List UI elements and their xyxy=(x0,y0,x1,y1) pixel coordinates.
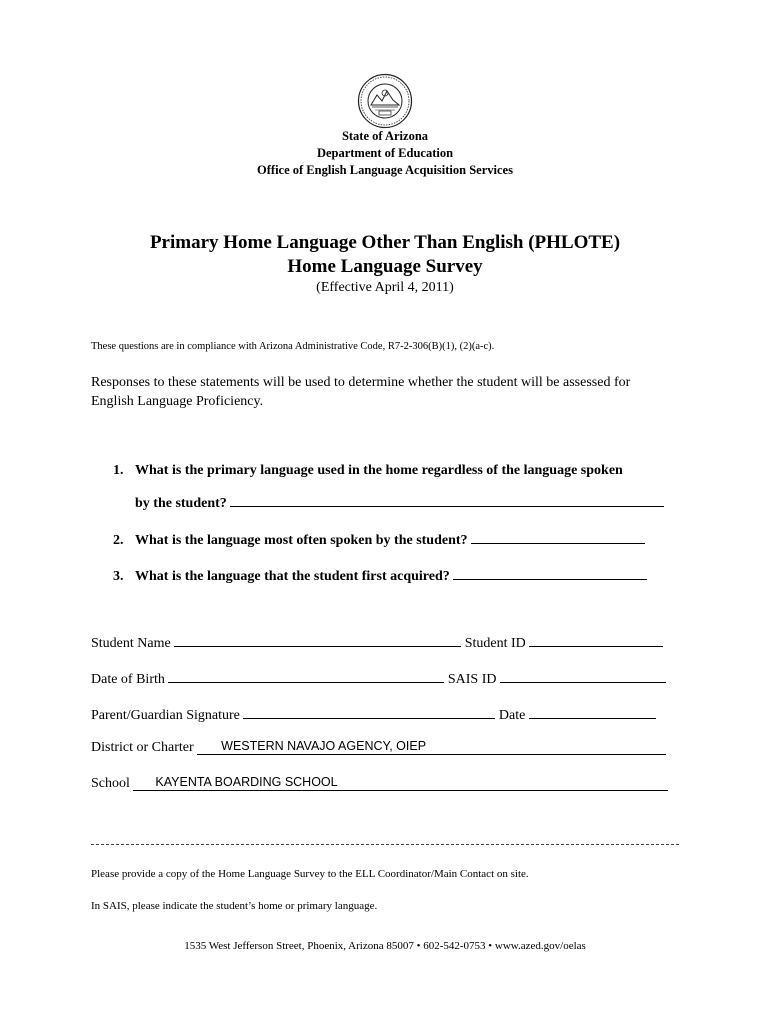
dob-label: Date of Birth xyxy=(91,672,165,687)
district-field[interactable] xyxy=(197,740,666,755)
school-row xyxy=(91,776,668,792)
compliance-note: These questions are in compliance with Arizona Administrative Code, R7-2-306(B)(1), (2)(a-c). xyxy=(91,341,495,352)
signature-row xyxy=(91,705,656,724)
district-value: WESTERN NAVAJO AGENCY, OIEP xyxy=(221,739,427,753)
student-id-label: Student ID xyxy=(464,636,526,651)
title-line-2: Home Language Survey xyxy=(287,256,483,277)
intro-line-2: English Language Proficiency. xyxy=(91,394,264,409)
question-1 xyxy=(113,463,623,479)
signature-field[interactable] xyxy=(243,705,495,719)
header-state: State of Arizona xyxy=(341,129,429,143)
arizona-state-seal-icon xyxy=(357,73,413,129)
question-3-answer-line[interactable] xyxy=(453,566,647,580)
date-label: Date xyxy=(498,708,526,723)
effective-date: (Effective April 4, 2011) xyxy=(316,280,454,295)
date-field[interactable] xyxy=(529,705,656,719)
question-text: by the student? xyxy=(135,496,227,511)
student-name-field[interactable] xyxy=(174,633,461,647)
copy-note: Please provide a copy of the Home Language Survey to the ELL Coordinator/Main Contact on site. xyxy=(91,868,529,880)
question-1-continued xyxy=(135,493,664,512)
question-text: What is the primary language used in the home regardless of the language spoken xyxy=(135,463,623,478)
dob-row xyxy=(91,669,666,688)
question-2-answer-line[interactable] xyxy=(471,530,645,544)
signature-label: Parent/Guardian Signature xyxy=(91,708,240,723)
student-name-label: Student Name xyxy=(91,636,171,651)
student-id-field[interactable] xyxy=(529,633,663,647)
sais-note: In SAIS, please indicate the student’s home or primary language. xyxy=(91,900,378,912)
sais-id-field[interactable] xyxy=(500,669,666,683)
question-number: 3. xyxy=(113,569,124,584)
question-text: What is the language that the student first acquired? xyxy=(135,569,450,584)
sais-id-label: SAIS ID xyxy=(447,672,497,687)
footer-address: 1535 West Jefferson Street, Phoenix, Arizona 85007 • 602-542-0753 • www.azed.gov/oelas xyxy=(184,940,586,952)
dob-field[interactable] xyxy=(168,669,444,683)
title-line-1: Primary Home Language Other Than English (PHLOTE) xyxy=(149,232,621,253)
question-number: 1. xyxy=(113,463,124,478)
school-value: KAYENTA BOARDING SCHOOL xyxy=(155,775,338,789)
question-1-answer-line[interactable] xyxy=(230,493,664,507)
student-name-row xyxy=(91,633,663,652)
question-number: 2. xyxy=(113,533,124,548)
district-label: District or Charter xyxy=(91,740,194,755)
school-field[interactable] xyxy=(133,776,668,791)
header-department: Department of Education xyxy=(316,146,454,160)
divider xyxy=(91,844,679,845)
question-2 xyxy=(113,530,645,549)
question-3 xyxy=(113,566,647,585)
intro-line-1: Responses to these statements will be used to determine whether the student will be assessed for xyxy=(91,375,631,390)
header-office: Office of English Language Acquisition Services xyxy=(257,163,513,177)
district-row xyxy=(91,740,666,756)
school-label: School xyxy=(91,776,130,791)
question-text: What is the language most often spoken by the student? xyxy=(135,533,468,548)
